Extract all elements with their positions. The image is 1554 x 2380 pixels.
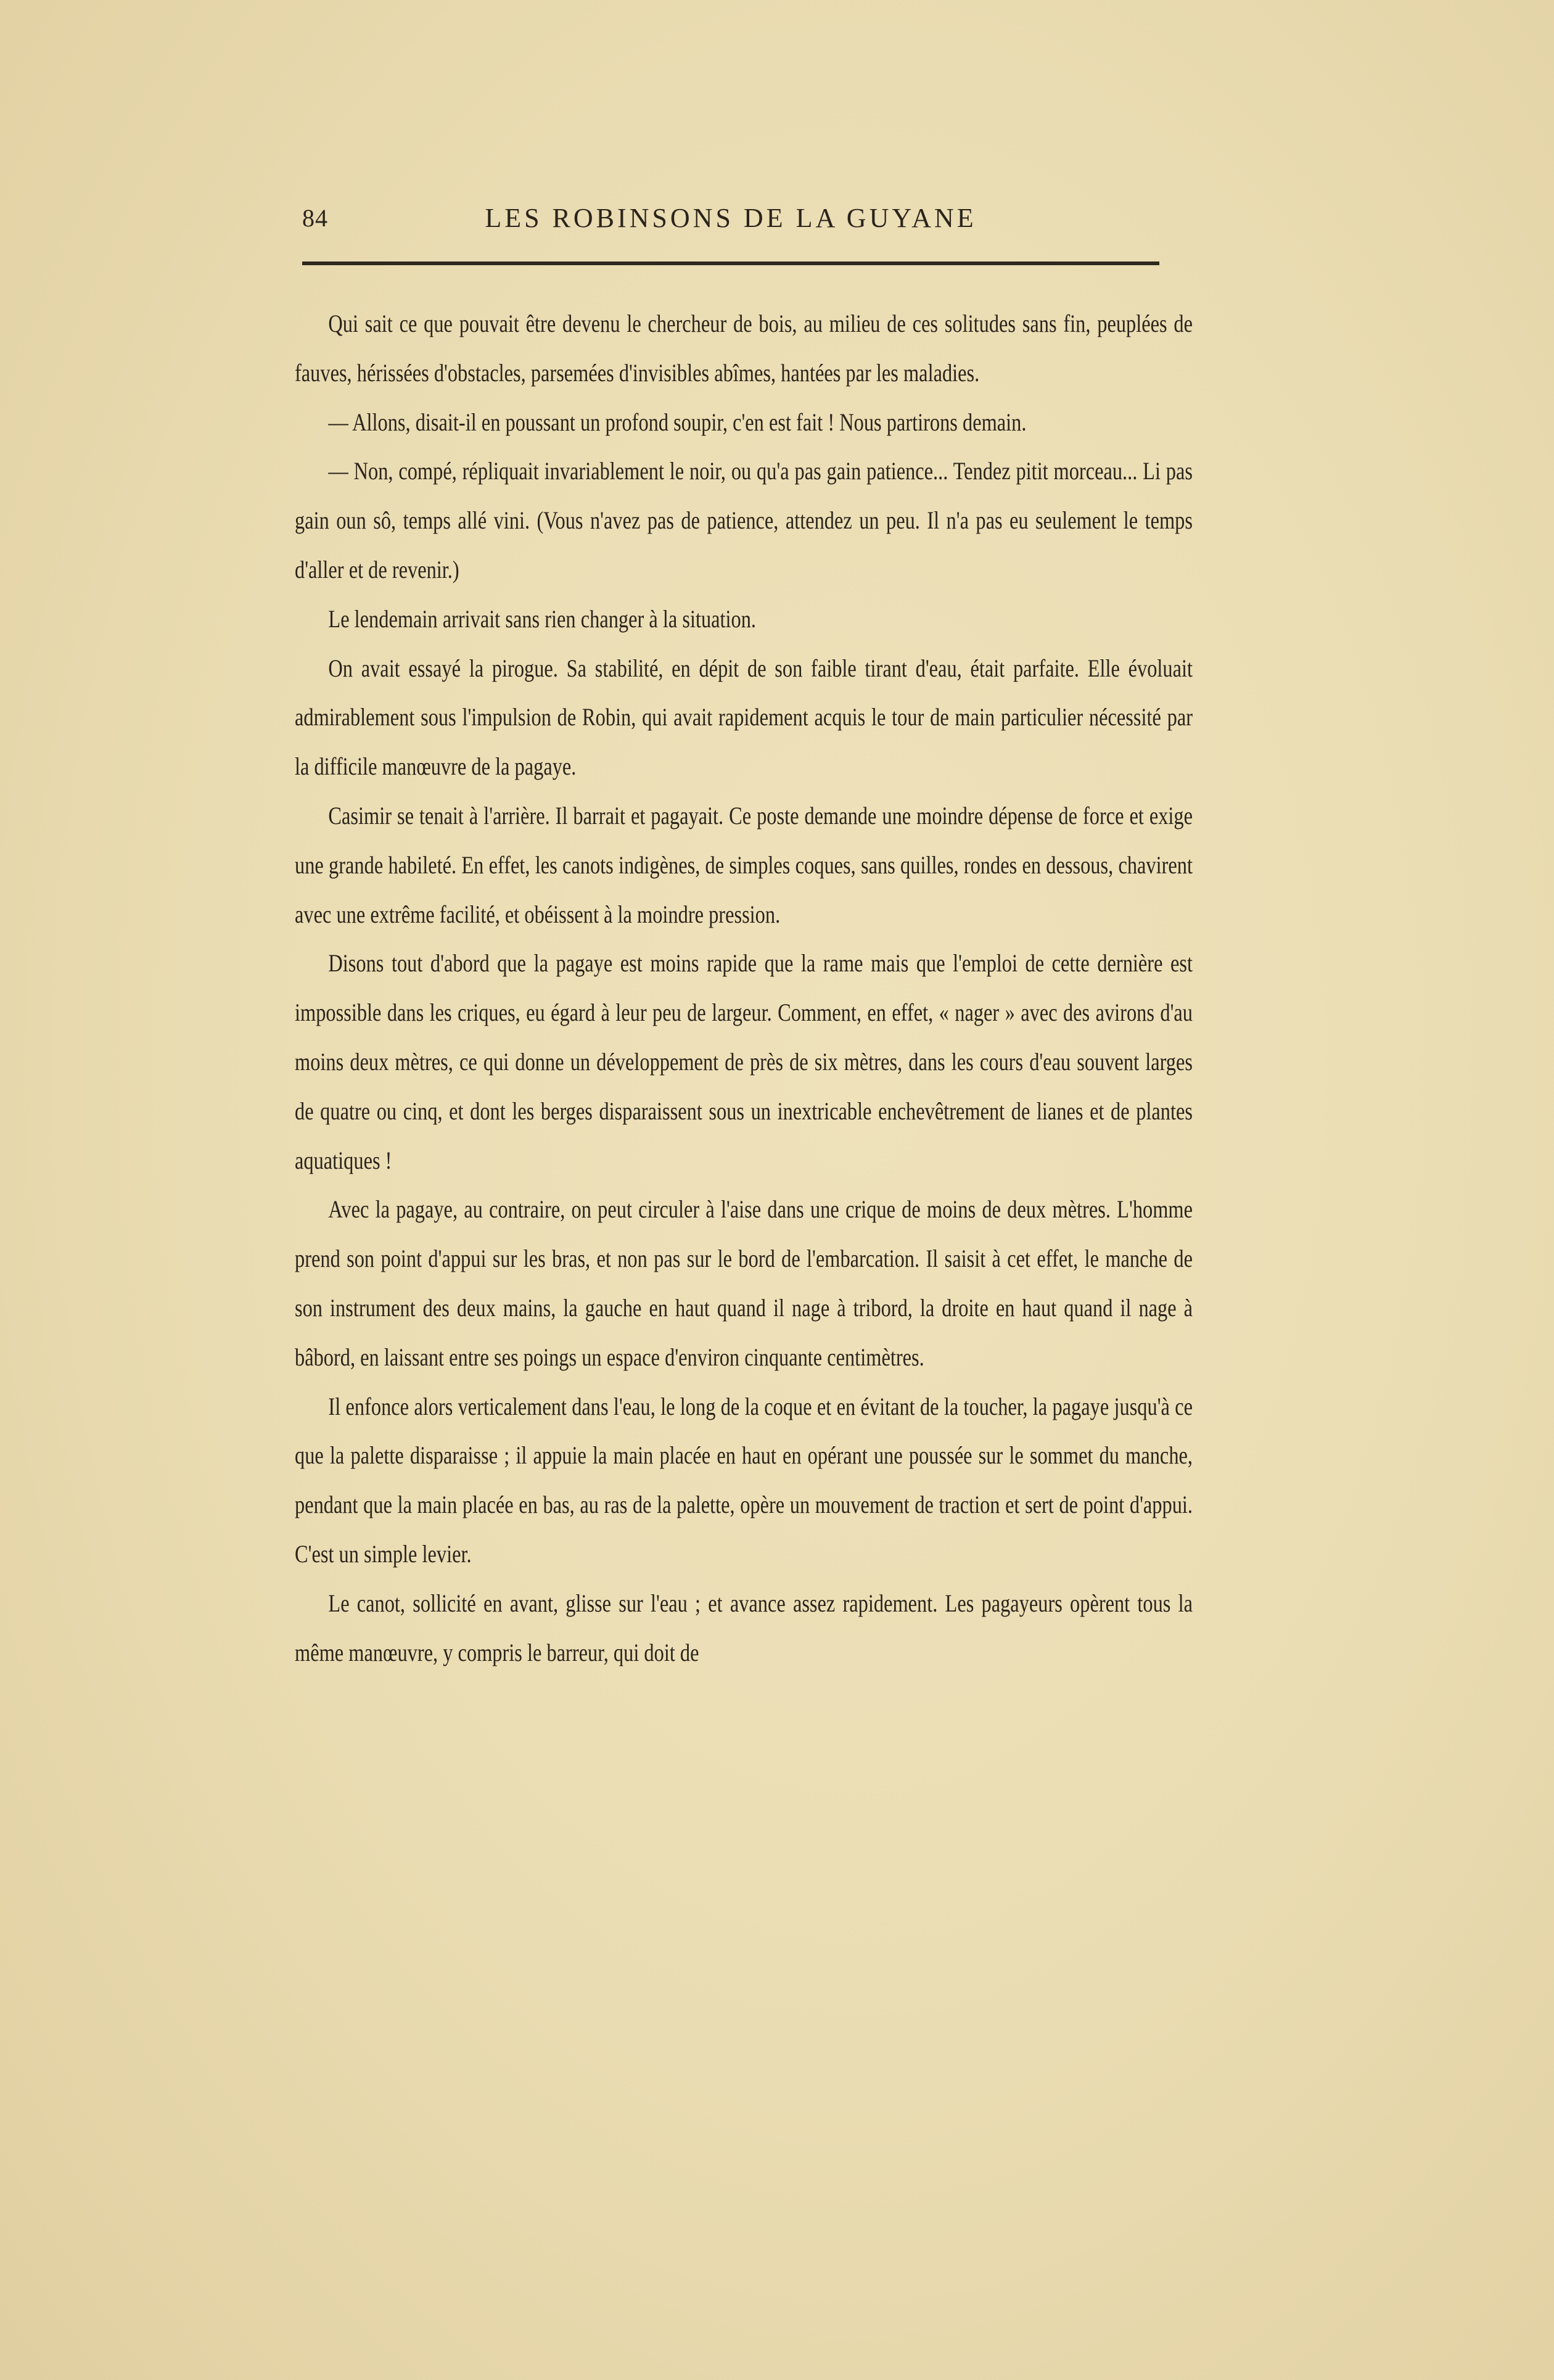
paragraph: On avait essayé la pirogue. Sa stabilité, en dépit de son faible tirant d'eau, était parfaite. Elle évoluait admirablement sous l'impulsion de Robin, qui avait rapidement acquis le tour de main particulier nécessité par la difficile manœuvre de la pagaye. <box>295 654 1193 781</box>
paragraph: Avec la pagaye, au contraire, on peut circuler à l'aise dans une crique de moins de deux mètres. L'homme prend son point d'appui sur les bras, et non pas sur le bord de l'embarcation. Il saisit à cet effet, le manche de son instrument des deux mains, la gauche en haut quand il nage à tribord, la droite en haut quand il nage à bâbord, en laissant entre ses poings un espace d'environ cinquante centimètres. <box>295 1195 1193 1371</box>
body-text <box>295 299 1193 1677</box>
page-number: 84 <box>302 204 328 232</box>
paragraph: Le canot, sollicité en avant, glisse sur l'eau ; et avance assez rapidement. Les pagayeurs opèrent tous la même manœuvre, y compris le barreur, qui doit de <box>295 1589 1193 1666</box>
paragraph: Il enfonce alors verticalement dans l'eau, le long de la coque et en évitant de la toucher, la pagaye jusqu'à ce que la palette disparaisse ; il appuie la main placée en haut en opérant une poussée sur le sommet du manche, pendant que la main placée en bas, au ras de la palette, opère un mouvement de traction et sert de point d'appui. C'est un simple levier. <box>295 1392 1193 1568</box>
paragraph: — Allons, disait-il en poussant un profond soupir, c'en est fait ! Nous partirons demain. <box>328 408 1027 436</box>
header-rule <box>302 261 1159 265</box>
paragraph: Le lendemain arrivait sans rien changer à la situation. <box>328 604 757 633</box>
paragraph: Casimir se tenait à l'arrière. Il barrait et pagayait. Ce poste demande une moindre dépense de force et exige une grande habileté. En effet, les canots indigènes, de simples coques, sans quilles, rondes en dessous, chavirent avec une extrême facilité, et obéissent à la moindre pression. <box>295 801 1193 928</box>
paragraph: Qui sait ce que pouvait être devenu le chercheur de bois, au milieu de ces solitudes sans fin, peuplées de fauves, hérissées d'obstacles, parsemées d'invisibles abîmes, hantées par les maladies. <box>295 310 1193 387</box>
running-title: LES ROBINSONS DE LA GUYANE <box>485 203 977 233</box>
page-header <box>302 197 1159 241</box>
paragraph: Disons tout d'abord que la pagaye est moins rapide que la rame mais que l'emploi de cette dernière est impossible dans les criques, eu égard à leur peu de largeur. Comment, en effet, « nager » avec des avirons d'au moins deux mètres, ce qui donne un développement de près de six mètres, dans les cours d'eau souvent larges de quatre ou cinq, et dont les berges disparaissent sous un inextricable enchevêtrement de lianes et de plantes aquatiques ! <box>295 949 1193 1174</box>
paragraph: — Non, compé, répliquait invariablement le noir, ou qu'a pas gain patience... Tendez pitit morceau... Li pas gain oun sô, temps allé vini. (Vous n'avez pas de patience, attendez un peu. Il n'a pas eu seulement le temps d'aller et de revenir.) <box>295 457 1193 583</box>
